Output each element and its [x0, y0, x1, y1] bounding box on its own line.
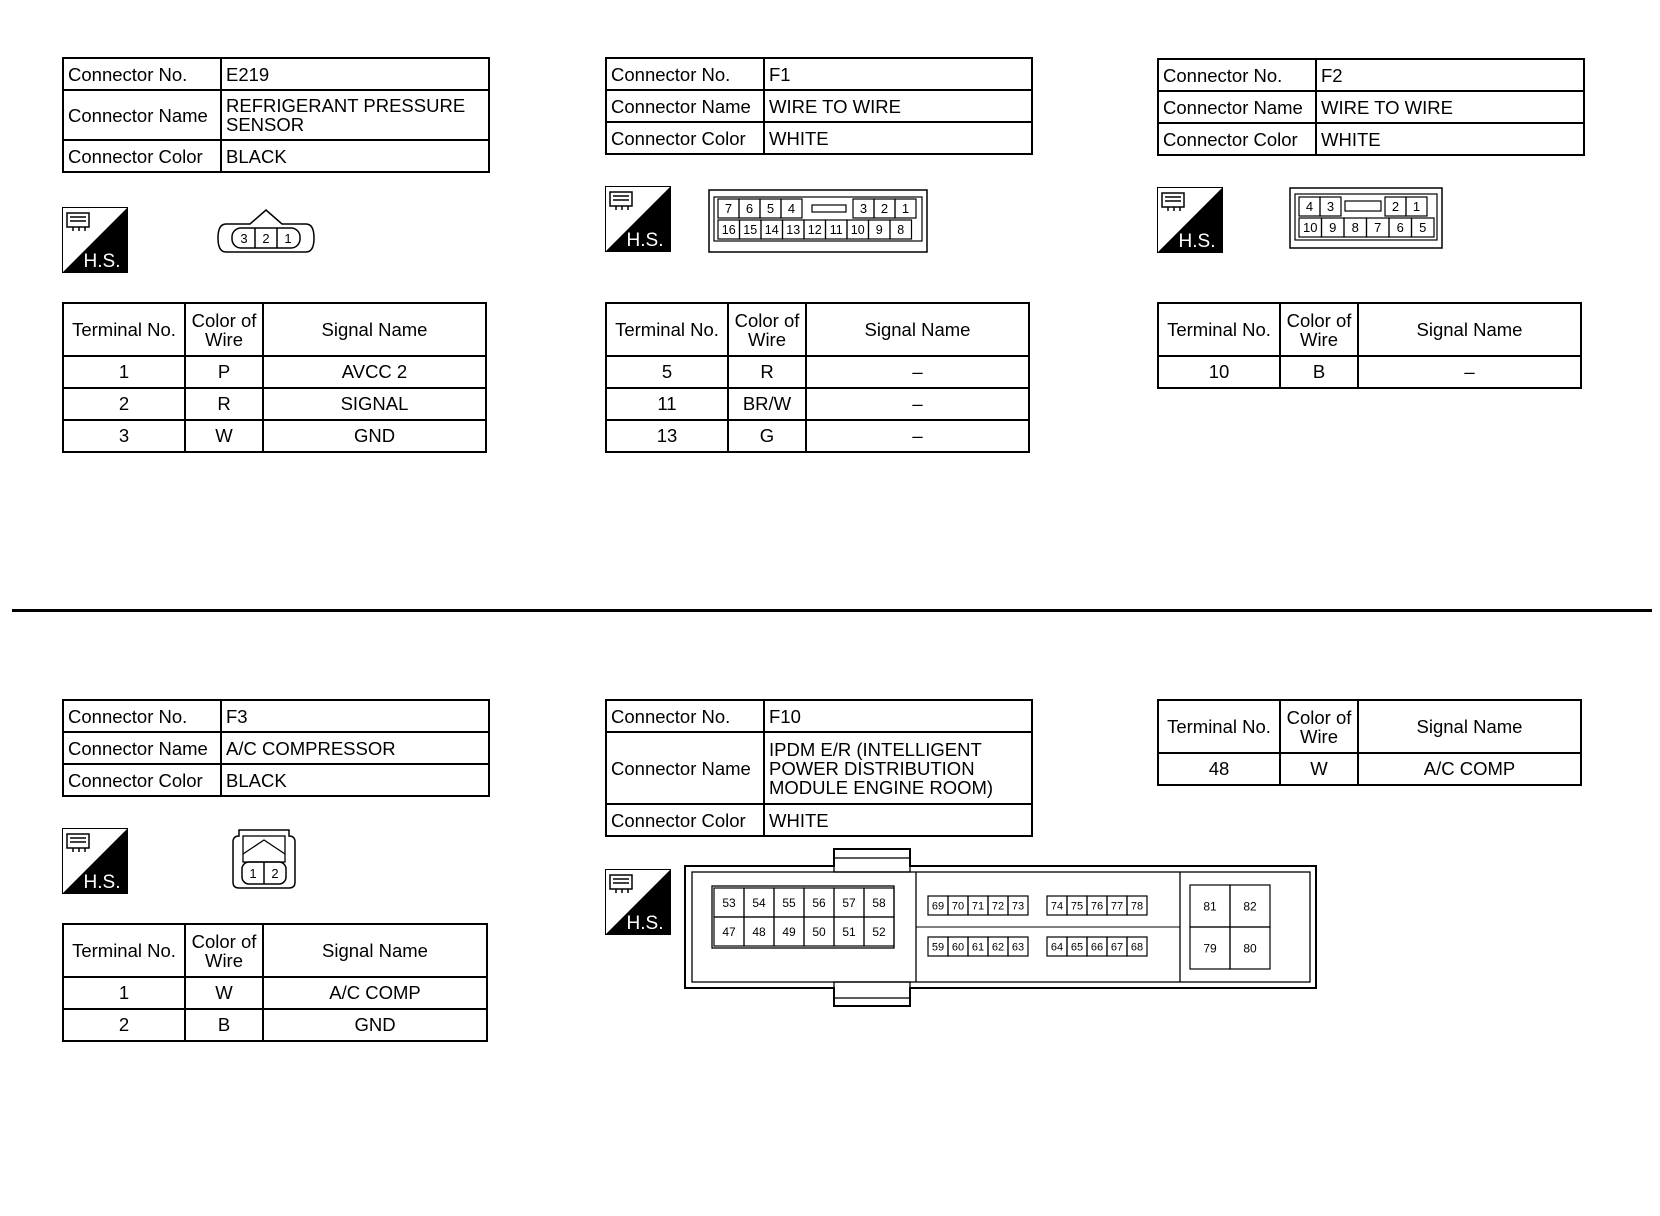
pin-77 [1107, 896, 1127, 915]
pin-2 [874, 199, 895, 218]
pin-label: 4 [787, 201, 796, 217]
pin-63 [1008, 937, 1028, 956]
connector-no-value: F10 [764, 700, 1032, 732]
pin-10 [1299, 218, 1322, 237]
pin-49 [774, 917, 804, 946]
pin-1 [1406, 197, 1427, 216]
pin-16 [718, 220, 740, 239]
connector-no-label: Connector No. [63, 58, 221, 90]
pin-label: 47 [722, 924, 736, 939]
pin-label: 16 [721, 223, 736, 237]
header-terminal-no: Terminal No. [1158, 700, 1280, 753]
pin-label: 12 [807, 223, 822, 237]
connector-no-label: Connector No. [63, 700, 221, 732]
pin-70 [948, 896, 968, 915]
pin-3 [853, 199, 874, 218]
pin-3 [1320, 197, 1341, 216]
pin-6 [739, 199, 760, 218]
wire-color: BR/W [728, 388, 806, 420]
pin-56 [804, 888, 834, 917]
pin-54 [744, 888, 774, 917]
pin-71 [968, 896, 988, 915]
pin-label: 59 [931, 941, 945, 954]
wire-color: B [1280, 356, 1358, 388]
signal-name: A/C COMP [1358, 753, 1581, 785]
pin-label: 5 [1419, 220, 1427, 236]
pin-2: 2 [271, 866, 279, 881]
wire-color: W [185, 420, 263, 452]
wire-color: P [185, 356, 263, 388]
pin-label: 69 [931, 900, 945, 913]
pin-52 [864, 917, 894, 946]
table-row [63, 388, 486, 420]
connector-name-label: Connector Name [1158, 91, 1316, 123]
header-signal-name: Signal Name [806, 303, 1029, 356]
header-signal-name: Signal Name [1358, 700, 1581, 753]
connector-no-label: Connector No. [1158, 59, 1316, 91]
pin-label: 55 [782, 895, 796, 910]
connector-name-value: WIRE TO WIRE [764, 90, 1032, 122]
pin-label: 70 [951, 900, 965, 913]
pin-label: 54 [752, 895, 766, 910]
header-terminal-no: Terminal No. [63, 303, 185, 356]
pin-label: 14 [764, 223, 779, 237]
harness-side-icon [1157, 187, 1223, 253]
pin-1 [895, 199, 916, 218]
pin-label: 50 [812, 924, 826, 939]
pin-label: 15 [743, 223, 758, 237]
connector-face-f10 [684, 848, 1318, 1008]
pin-1: 1 [249, 866, 257, 881]
pin-label: 60 [951, 941, 965, 954]
connector-color-label: Connector Color [63, 140, 221, 172]
hs-label: H.S. [626, 230, 664, 251]
connector-name-label: Connector Name [606, 732, 764, 804]
signal-name: – [806, 356, 1029, 388]
table-row [606, 388, 1029, 420]
connector-name-label: Connector Name [606, 90, 764, 122]
pin-label: 7 [1374, 220, 1382, 236]
pin-label: 53 [722, 895, 736, 910]
pin-label: 3 [859, 201, 868, 217]
pin-label: 11 [829, 223, 843, 237]
connector-name-value: A/C COMPRESSOR [221, 732, 489, 764]
connector-info-f2 [1157, 58, 1585, 156]
pin-9 [1322, 218, 1345, 237]
pin-50 [804, 917, 834, 946]
pin-label: 8 [1351, 220, 1359, 236]
connector-no-label: Connector No. [606, 58, 764, 90]
pin-11 [826, 220, 848, 239]
harness-side-icon [62, 828, 128, 894]
pin-75 [1067, 896, 1087, 915]
wire-color: G [728, 420, 806, 452]
pin-4 [1299, 197, 1320, 216]
pin-label: 8 [897, 223, 905, 237]
pin-10 [847, 220, 869, 239]
pin-label: 61 [971, 941, 985, 954]
harness-side-icon [605, 869, 671, 935]
pin-label: 73 [1011, 900, 1025, 913]
pin-3: 3 [240, 231, 248, 246]
pin-72 [988, 896, 1008, 915]
connector-color-label: Connector Color [63, 764, 221, 796]
connector-color-value: WHITE [764, 122, 1032, 154]
pin-74 [1047, 896, 1067, 915]
pin-label: 2 [880, 201, 889, 217]
pin-label: 7 [724, 201, 733, 217]
pin-label: 49 [782, 924, 796, 939]
pin-label: 63 [1011, 941, 1025, 954]
latch [812, 205, 846, 212]
pin-2: 2 [262, 231, 270, 246]
pin-label: 9 [875, 223, 883, 237]
header-signal-name: Signal Name [263, 924, 487, 977]
wire-color: W [185, 977, 263, 1009]
connector-no-value: E219 [221, 58, 489, 90]
pin-68 [1127, 937, 1147, 956]
pin-label: 67 [1110, 941, 1124, 954]
terminal-no: 2 [63, 388, 185, 420]
pin-label: 5 [766, 201, 775, 217]
pin-14 [761, 220, 783, 239]
connector-no-value: F1 [764, 58, 1032, 90]
pin-58 [864, 888, 894, 917]
connector-no-label: Connector No. [606, 700, 764, 732]
hs-label: H.S. [1178, 231, 1216, 252]
table-row [63, 356, 486, 388]
terminal-no: 2 [63, 1009, 185, 1041]
terminal-no: 11 [606, 388, 728, 420]
connector-info-f10 [605, 699, 1033, 837]
wire-color: W [1280, 753, 1358, 785]
signal-name: – [806, 388, 1029, 420]
connector-color-value: BLACK [221, 140, 489, 172]
terminal-table-f3 [62, 923, 488, 1042]
wire-color: B [185, 1009, 263, 1041]
harness-side-icon [62, 207, 128, 273]
pin-label: 65 [1070, 941, 1084, 954]
pin-80 [1230, 927, 1270, 969]
pin-1: 1 [284, 231, 292, 246]
pin-label: 80 [1243, 941, 1257, 956]
signal-name: – [806, 420, 1029, 452]
pin-label: 62 [991, 941, 1005, 954]
pin-label: 4 [1305, 199, 1314, 215]
header-signal-name: Signal Name [1358, 303, 1581, 356]
signal-name: – [1358, 356, 1581, 388]
connector-face-f1 [708, 189, 928, 253]
pin-47 [714, 917, 744, 946]
hs-label: H.S. [83, 251, 121, 272]
header-wire-color: Color of Wire [185, 924, 263, 977]
terminal-no: 5 [606, 356, 728, 388]
terminal-no: 1 [63, 977, 185, 1009]
table-row [1158, 356, 1581, 388]
connector-face-f2 [1289, 187, 1443, 249]
pin-67 [1107, 937, 1127, 956]
harness-side-icon [605, 186, 671, 252]
pin-2 [1385, 197, 1406, 216]
pin-label: 77 [1110, 900, 1124, 913]
pin-73 [1008, 896, 1028, 915]
pin-label: 57 [842, 895, 856, 910]
header-terminal-no: Terminal No. [606, 303, 728, 356]
pin-61 [968, 937, 988, 956]
header-terminal-no: Terminal No. [1158, 303, 1280, 356]
pin-label: 2 [1391, 199, 1400, 215]
pin-label: 1 [901, 201, 910, 217]
header-terminal-no: Terminal No. [63, 924, 185, 977]
terminal-no: 10 [1158, 356, 1280, 388]
connector-face-f3 [229, 828, 299, 892]
terminal-no: 13 [606, 420, 728, 452]
pin-label: 3 [1326, 199, 1335, 215]
pin-label: 13 [786, 223, 801, 237]
terminal-table-f1 [605, 302, 1030, 453]
pin-label: 52 [872, 924, 886, 939]
table-row [63, 420, 486, 452]
pin-57 [834, 888, 864, 917]
pin-label: 1 [1412, 199, 1421, 215]
pin-label: 74 [1050, 900, 1064, 913]
pin-label: 10 [850, 223, 865, 237]
hs-label: H.S. [83, 872, 121, 893]
table-row [606, 420, 1029, 452]
connector-color-value: WHITE [764, 804, 1032, 836]
connector-name-label: Connector Name [63, 732, 221, 764]
pin-label: 79 [1203, 941, 1217, 956]
pin-label: 6 [745, 201, 754, 217]
header-signal-name: Signal Name [263, 303, 486, 356]
pin-label: 75 [1070, 900, 1084, 913]
pin-48 [744, 917, 774, 946]
pin-label: 6 [1396, 220, 1404, 236]
connector-color-label: Connector Color [606, 122, 764, 154]
table-row [63, 977, 487, 1009]
pin-53 [714, 888, 744, 917]
pin-label: 68 [1130, 941, 1144, 954]
terminal-table-f10 [1157, 699, 1582, 786]
pin-label: 9 [1329, 220, 1337, 236]
connector-name-value: WIRE TO WIRE [1316, 91, 1584, 123]
connector-color-value: BLACK [221, 764, 489, 796]
pin-55 [774, 888, 804, 917]
pin-13 [783, 220, 805, 239]
pin-51 [834, 917, 864, 946]
pin-76 [1087, 896, 1107, 915]
pin-81 [1190, 885, 1230, 927]
pin-78 [1127, 896, 1147, 915]
wire-color: R [185, 388, 263, 420]
pin-label: 56 [812, 895, 826, 910]
connector-name-label: Connector Name [63, 90, 221, 140]
pin-7 [718, 199, 739, 218]
pin-15 [740, 220, 762, 239]
header-wire-color: Color of Wire [1280, 700, 1358, 753]
terminal-no: 1 [63, 356, 185, 388]
terminal-table-e219 [62, 302, 487, 453]
pin-label: 81 [1203, 899, 1217, 914]
pin-label: 76 [1090, 900, 1104, 913]
pin-65 [1067, 937, 1087, 956]
terminal-no: 48 [1158, 753, 1280, 785]
latch [1345, 201, 1381, 211]
section-divider [12, 609, 1652, 612]
connector-name-value: REFRIGERANT PRESSURE SENSOR [221, 90, 489, 140]
pin-59 [928, 937, 948, 956]
header-wire-color: Color of Wire [728, 303, 806, 356]
connector-name-value: IPDM E/R (INTELLIGENT POWER DISTRIBUTION MODULE ENGINE ROOM) [764, 732, 1032, 804]
pin-82 [1230, 885, 1270, 927]
pin-12 [804, 220, 826, 239]
pin-label: 71 [971, 900, 985, 913]
pin-label: 66 [1090, 941, 1104, 954]
connector-color-label: Connector Color [606, 804, 764, 836]
signal-name: GND [263, 1009, 487, 1041]
pin-79 [1190, 927, 1230, 969]
header-wire-color: Color of Wire [1280, 303, 1358, 356]
wire-color: R [728, 356, 806, 388]
hs-label: H.S. [626, 913, 664, 934]
signal-name: GND [263, 420, 486, 452]
pin-label: 82 [1243, 899, 1257, 914]
pin-label: 48 [752, 924, 766, 939]
signal-name: SIGNAL [263, 388, 486, 420]
pin-label: 10 [1303, 220, 1318, 236]
pin-6 [1389, 218, 1412, 237]
pin-label: 58 [872, 895, 886, 910]
header-wire-color: Color of Wire [185, 303, 263, 356]
pin-8 [890, 220, 912, 239]
table-row [606, 356, 1029, 388]
pin-60 [948, 937, 968, 956]
pin-69 [928, 896, 948, 915]
pin-64 [1047, 937, 1067, 956]
connector-info-f1 [605, 57, 1033, 155]
pin-label: 78 [1130, 900, 1144, 913]
pin-66 [1087, 937, 1107, 956]
terminal-table-f2 [1157, 302, 1582, 389]
pin-8 [1344, 218, 1367, 237]
connector-info-f3 [62, 699, 490, 797]
connector-face-e219 [216, 208, 316, 268]
connector-color-value: WHITE [1316, 123, 1584, 155]
pin-5 [760, 199, 781, 218]
signal-name: A/C COMP [263, 977, 487, 1009]
connector-info-e219 [62, 57, 490, 173]
pin-5 [1412, 218, 1435, 237]
pin-62 [988, 937, 1008, 956]
pin-9 [869, 220, 891, 239]
pin-label: 51 [842, 924, 856, 939]
pin-4 [781, 199, 802, 218]
pin-label: 72 [991, 900, 1005, 913]
pin-7 [1367, 218, 1390, 237]
table-row [1158, 753, 1581, 785]
connector-no-value: F2 [1316, 59, 1584, 91]
connector-color-label: Connector Color [1158, 123, 1316, 155]
terminal-no: 3 [63, 420, 185, 452]
pin-label: 64 [1050, 941, 1064, 954]
signal-name: AVCC 2 [263, 356, 486, 388]
table-row [63, 1009, 487, 1041]
connector-no-value: F3 [221, 700, 489, 732]
